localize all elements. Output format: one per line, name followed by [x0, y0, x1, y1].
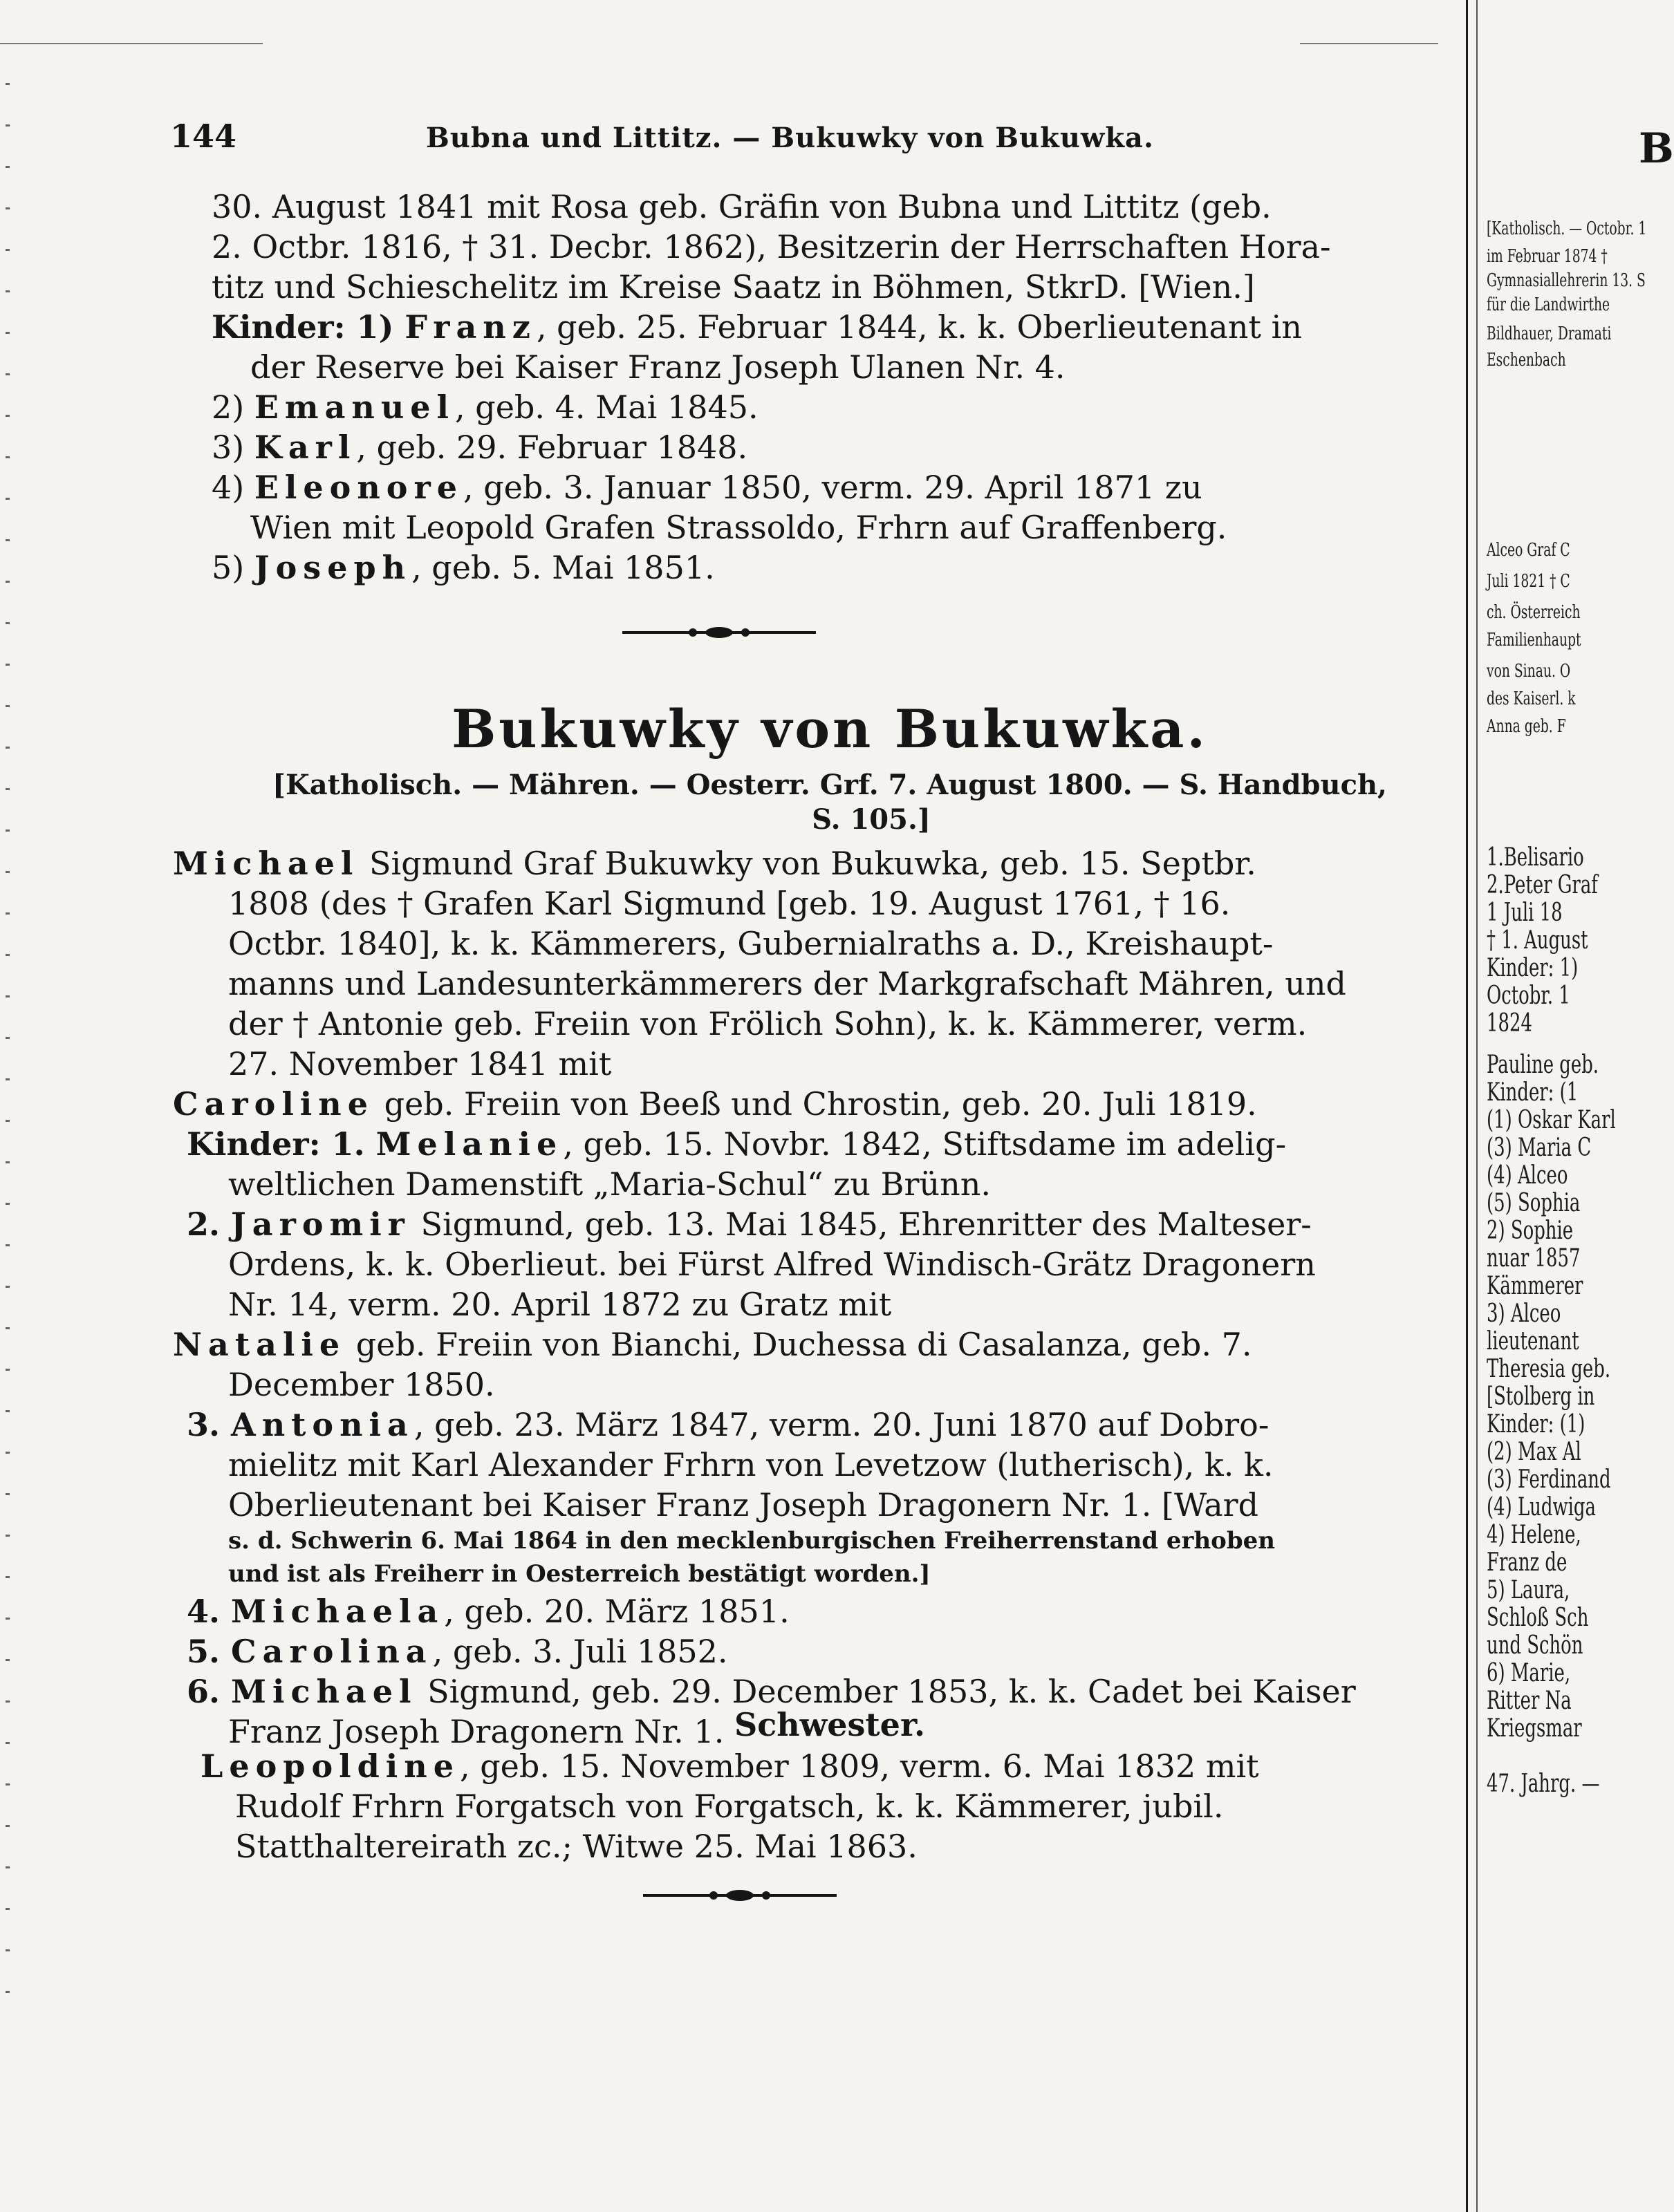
entry-prefix: 4. [187, 1593, 232, 1630]
next-page-initial: B [1639, 124, 1674, 173]
next-page-fragment: (4) Ludwiga [1487, 1493, 1596, 1521]
next-page-fragment: Juli 1821 † C [1487, 571, 1570, 592]
person-name: Michaela [231, 1593, 445, 1630]
text-line: Statthaltereirath zc.; Witwe 25. Mai 1863. [235, 1828, 918, 1865]
text-line [187, 1405, 1269, 1445]
child-entry [212, 307, 1302, 347]
text-line: Octbr. 1840], k. k. Kämmerers, Gubernialraths a. D., Kreishaupt- [228, 925, 1274, 962]
text-line [187, 1631, 728, 1671]
next-page-fragment: (2) Max Al [1487, 1438, 1581, 1466]
next-page-fragment: (4) Alceo [1487, 1161, 1568, 1190]
entry-prefix: 5. [187, 1633, 232, 1670]
child-entry [212, 387, 759, 427]
next-page-fragment: lieutenant [1487, 1327, 1579, 1356]
next-page-fragment: 2) Sophie [1487, 1217, 1574, 1245]
next-page-fragment: für die Landwirthe [1487, 294, 1610, 315]
text-line: 27. November 1841 mit [228, 1045, 612, 1082]
person-name: Leopoldine [201, 1747, 460, 1785]
next-page-fragment: 1 Juli 18 [1487, 899, 1563, 927]
text-line: 2. Octbr. 1816, † 31. Decbr. 1862), Besitzerin der Herrschaften Hora- [212, 228, 1331, 265]
next-page-fragment: Schloß Sch [1487, 1604, 1589, 1632]
entry-prefix: 2) [212, 388, 254, 426]
text-line: mielitz mit Karl Alexander Frhrn von Levetzow (lutherisch), k. k. [228, 1446, 1274, 1483]
next-page-fragment: von Sinau. O [1487, 661, 1571, 682]
next-page-fragment: Kinder: 1) [1487, 954, 1579, 982]
next-page-fragment: Bildhauer, Dramati [1487, 324, 1612, 344]
entry-prefix: Kinder: 1) [212, 308, 405, 346]
entry-text: , geb. 20. März 1851. [444, 1593, 790, 1630]
text-line: weltlichen Damenstift „Maria-Schul“ zu Brünn. [228, 1165, 991, 1203]
person-name: Joseph [254, 549, 412, 586]
entry-text: , geb. 29. Februar 1848. [356, 429, 748, 466]
person-name: Karl [254, 429, 357, 466]
text-line: Oberlieutenant bei Kaiser Franz Joseph Dragonern Nr. 1. [Ward [228, 1486, 1259, 1524]
entry-text: , geb. 3. Januar 1850, verm. 29. April 1871 zu [463, 469, 1202, 506]
top-edge-rule [1300, 43, 1438, 44]
text-line [187, 1124, 1286, 1164]
next-page-fragment: Franz de [1487, 1548, 1568, 1577]
next-page-fragment: [Stolberg in [1487, 1382, 1595, 1411]
text-line: Ordens, k. k. Oberlieut. bei Fürst Alfred Windisch-Grätz Dragonern [228, 1246, 1316, 1283]
entry-text: , geb. 4. Mai 1845. [455, 388, 759, 426]
top-edge-rule [0, 43, 263, 44]
next-page-fragment: 47. Jahrg. — [1487, 1770, 1600, 1798]
text-line: 1808 (des † Grafen Karl Sigmund [geb. 19. August 1761, † 16. [228, 885, 1231, 922]
person-name: Carolina [231, 1633, 433, 1670]
next-page-fragment: Kriegsmar [1487, 1714, 1582, 1743]
entry-text: , geb. 15. November 1809, verm. 6. Mai 1832 mit [459, 1747, 1259, 1785]
entry-prefix: 3. [187, 1406, 232, 1443]
next-page-fragment: 4) Helene, [1487, 1521, 1581, 1549]
text-line: Franz Joseph Dragonern Nr. 1. [228, 1713, 725, 1750]
text-line: und ist als Freiherr in Oesterreich bestätigt worden.] [228, 1560, 931, 1588]
next-page-fragment: 1824 [1487, 1009, 1532, 1038]
gutter-line [1476, 0, 1478, 2212]
child-entry [212, 467, 1202, 507]
next-page-fragment: [Katholisch. — Octobr. 1 [1487, 218, 1647, 239]
text-line: December 1850. [228, 1366, 495, 1403]
text-line: manns und Landesunterkämmerers der Markgrafschaft Mähren, und [228, 965, 1346, 1002]
next-page-fragment: 6) Marie, [1487, 1659, 1571, 1687]
subheading-sister: Schwester. [734, 1706, 925, 1743]
entry-text: geb. Freiin von Beeß und Chrostin, geb. 20. Juli 1819. [374, 1085, 1257, 1123]
gutter-line [1466, 0, 1468, 2212]
child-entry [212, 427, 747, 467]
entry-prefix: 3) [212, 429, 254, 466]
entry-text: Sigmund Graf Bukuwky von Bukuwka, geb. 15. Septbr. [359, 845, 1256, 882]
text-line: 30. August 1841 mit Rosa geb. Gräfin von Bubna und Littitz (geb. [212, 188, 1272, 225]
text-line [187, 1591, 790, 1631]
text-line [187, 1204, 1312, 1244]
text-line: Wien mit Leopold Grafen Strassoldo, Frhrn auf Graffenberg. [250, 509, 1227, 546]
next-page-fragment: nuar 1857 [1487, 1244, 1581, 1273]
entry-text: geb. Freiin von Bianchi, Duchessa di Casalanza, geb. 7. [346, 1326, 1252, 1363]
next-page-fragment: 5) Laura, [1487, 1576, 1570, 1604]
entry-prefix: Kinder: 1. [187, 1125, 376, 1163]
next-page-fragment: Pauline geb. [1487, 1051, 1599, 1079]
entry-prefix: 6. [187, 1673, 232, 1710]
text-line: s. d. Schwerin 6. Mai 1864 in den mecklenburgischen Freiherrenstand erhoben [228, 1527, 1275, 1555]
next-page-fragment: Ritter Na [1487, 1687, 1572, 1715]
text-line: Rudolf Frhrn Forgatsch von Forgatsch, k. k. Kämmerer, jubil. [235, 1788, 1224, 1825]
text-line: titz und Schieschelitz im Kreise Saatz in Böhmen, StkrD. [Wien.] [212, 268, 1255, 306]
next-page-fragment: Anna geb. F [1487, 716, 1566, 737]
next-page-fragment: Eschenbach [1487, 350, 1566, 371]
section-meta: S. 105.] [812, 803, 931, 836]
section-divider [622, 622, 816, 643]
person-name: Michael [173, 845, 360, 882]
next-page-fragment: 1.Belisario [1487, 843, 1584, 872]
person-name: Michael [231, 1673, 418, 1710]
running-title: Bubna und Littitz. — Bukuwky von Bukuwka. [426, 122, 1154, 154]
next-page-fragment: Octobr. 1 [1487, 982, 1570, 1010]
text-line [173, 1084, 1257, 1124]
next-page-fragment: † 1. August [1487, 926, 1588, 955]
entry-prefix: 5) [212, 549, 254, 586]
person-name: Eleonore [254, 469, 463, 506]
text-line: Nr. 14, verm. 20. April 1872 zu Gratz mit [228, 1286, 892, 1323]
next-page-fragment: 3) Alceo [1487, 1300, 1561, 1328]
section-title: Bukuwky von Bukuwka. [452, 698, 1208, 760]
next-page-fragment: (3) Maria C [1487, 1134, 1592, 1162]
next-page-fragment: des Kaiserl. k [1487, 688, 1576, 709]
next-page-fragment: 2.Peter Graf [1487, 871, 1598, 899]
next-page-fragment: Kinder: (1 [1487, 1078, 1579, 1107]
next-page-fragment: Kämmerer [1487, 1272, 1583, 1300]
section-divider [643, 1885, 837, 1906]
text-line [173, 843, 1256, 883]
text-line: der Reserve bei Kaiser Franz Joseph Ulanen Nr. 4. [250, 348, 1066, 386]
next-page-fragment: (3) Ferdinand [1487, 1465, 1611, 1494]
person-name: Melanie [375, 1125, 564, 1163]
text-line: der † Antonie geb. Freiin von Frölich Sohn), k. k. Kämmerer, verm. [228, 1005, 1308, 1042]
entry-text: , geb. 25. Februar 1844, k. k. Oberlieutenant in [536, 308, 1302, 346]
entry-prefix: 4) [212, 469, 254, 506]
next-page-fragment: Gymnasiallehrerin 13. S [1487, 270, 1646, 291]
child-entry [212, 547, 715, 588]
text-line [173, 1324, 1252, 1365]
person-name: Jaromir [231, 1206, 411, 1243]
next-page-fragment: ch. Österreich [1487, 602, 1581, 623]
entry-text: , geb. 3. Juli 1852. [432, 1633, 728, 1670]
person-name: Caroline [173, 1085, 374, 1123]
entry-text: Sigmund, geb. 29. December 1853, k. k. Cadet bei Kaiser [417, 1673, 1356, 1710]
next-page-fragment: Theresia geb. [1487, 1355, 1611, 1383]
next-page-fragment: Alceo Graf C [1487, 540, 1570, 561]
page-header [170, 118, 1366, 166]
next-page-fragment: Kinder: (1) [1487, 1410, 1585, 1438]
person-name: Antonia [231, 1406, 414, 1443]
person-name: Emanuel [254, 388, 456, 426]
entry-text: , geb. 15. Novbr. 1842, Stiftsdame im adelig- [563, 1125, 1287, 1163]
entry-text: , geb. 23. März 1847, verm. 20. Juni 1870 auf Dobro- [413, 1406, 1270, 1443]
next-page-fragment: (5) Sophia [1487, 1189, 1581, 1217]
next-page-fragment: Familienhaupt [1487, 630, 1581, 650]
next-page-fragment: im Februar 1874 † [1487, 246, 1608, 267]
entry-prefix: 2. [187, 1206, 232, 1243]
page-number: 144 [170, 118, 237, 155]
section-meta: [Katholisch. — Mähren. — Oesterr. Grf. 7. August 1800. — S. Handbuch, [272, 769, 1387, 801]
text-line [201, 1746, 1259, 1786]
next-page-fragment: und Schön [1487, 1631, 1583, 1660]
entry-text: Sigmund, geb. 13. Mai 1845, Ehrenritter des Malteser- [410, 1206, 1312, 1243]
person-name: Natalie [173, 1326, 346, 1363]
entry-text: , geb. 5. Mai 1851. [411, 549, 715, 586]
person-name: Franz [404, 308, 537, 346]
next-page-fragment: (1) Oskar Karl [1487, 1106, 1616, 1134]
